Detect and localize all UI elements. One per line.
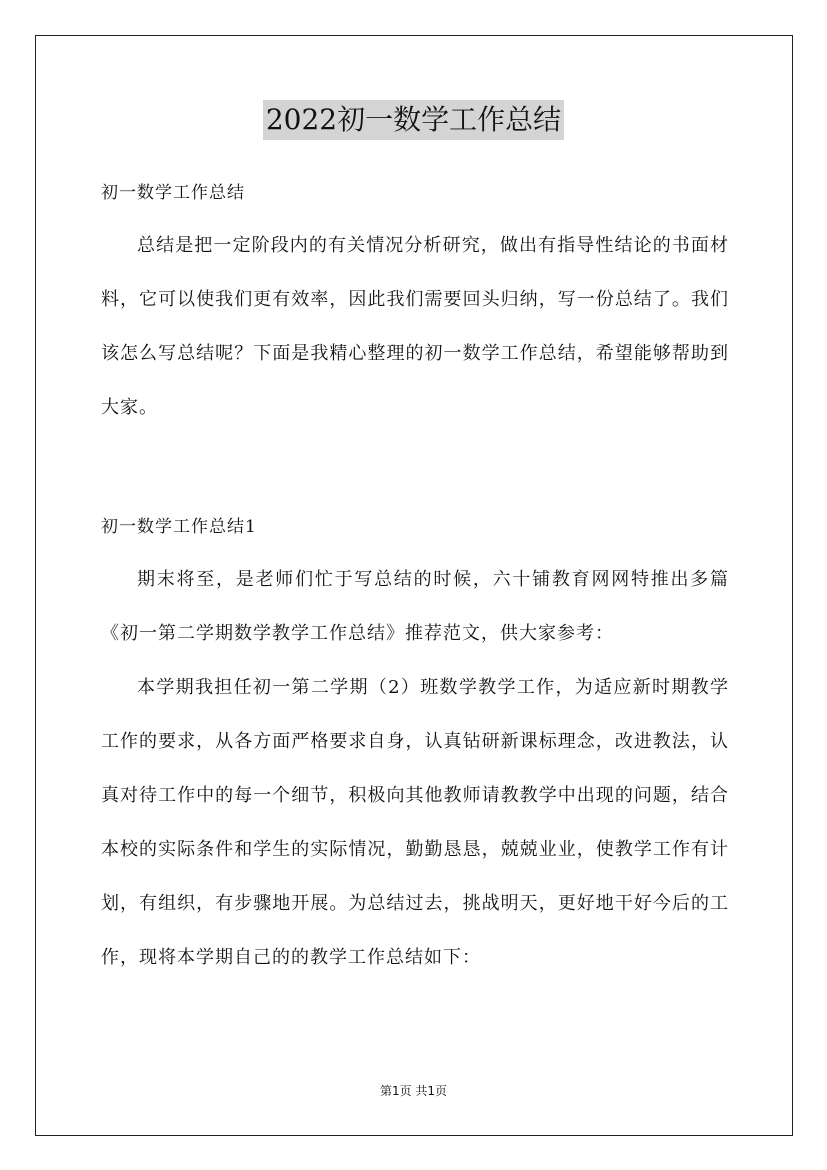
body-paragraph-2: 本学期我担任初一第二学期（2）班数学教学工作，为适应新时期教学工作的要求，从各方面严格要求自身，认真钻研新课标理念，改进教法，认真对待工作中的每一个细节，积极向其他教师请教教学中出现的问题，结合本校的实际条件和学生的实际情况，勤勤恳恳，兢兢业业，使教学工作有计划，有组织，有步骤地开展。为总结过去，挑战明天，更好地干好今后的工作，现将本学期自己的的教学工作总结如下： [101,677,729,968]
document-title: 2022初一数学工作总结 [263,100,564,140]
document-body [101,173,729,985]
section-heading-1: 初一数学工作总结1 [101,517,257,537]
intro-paragraph: 总结是把一定阶段内的有关情况分析研究，做出有指导性结论的书面材料，它可以使我们更有效率，因此我们需要回头归纳，写一份总结了。我们该怎么写总结呢？下面是我精心整理的初一数学工作总结，希望能够帮助到大家。 [101,235,729,418]
section-heading-intro: 初一数学工作总结 [101,183,245,203]
title-container [0,100,827,140]
page-footer: 第1页 共1页 [379,1084,448,1098]
body-paragraph-1: 期末将至，是老师们忙于写总结的时候，六十铺教育网网特推出多篇《初一第二学期数学教学工作总结》推荐范文，供大家参考： [101,569,729,644]
